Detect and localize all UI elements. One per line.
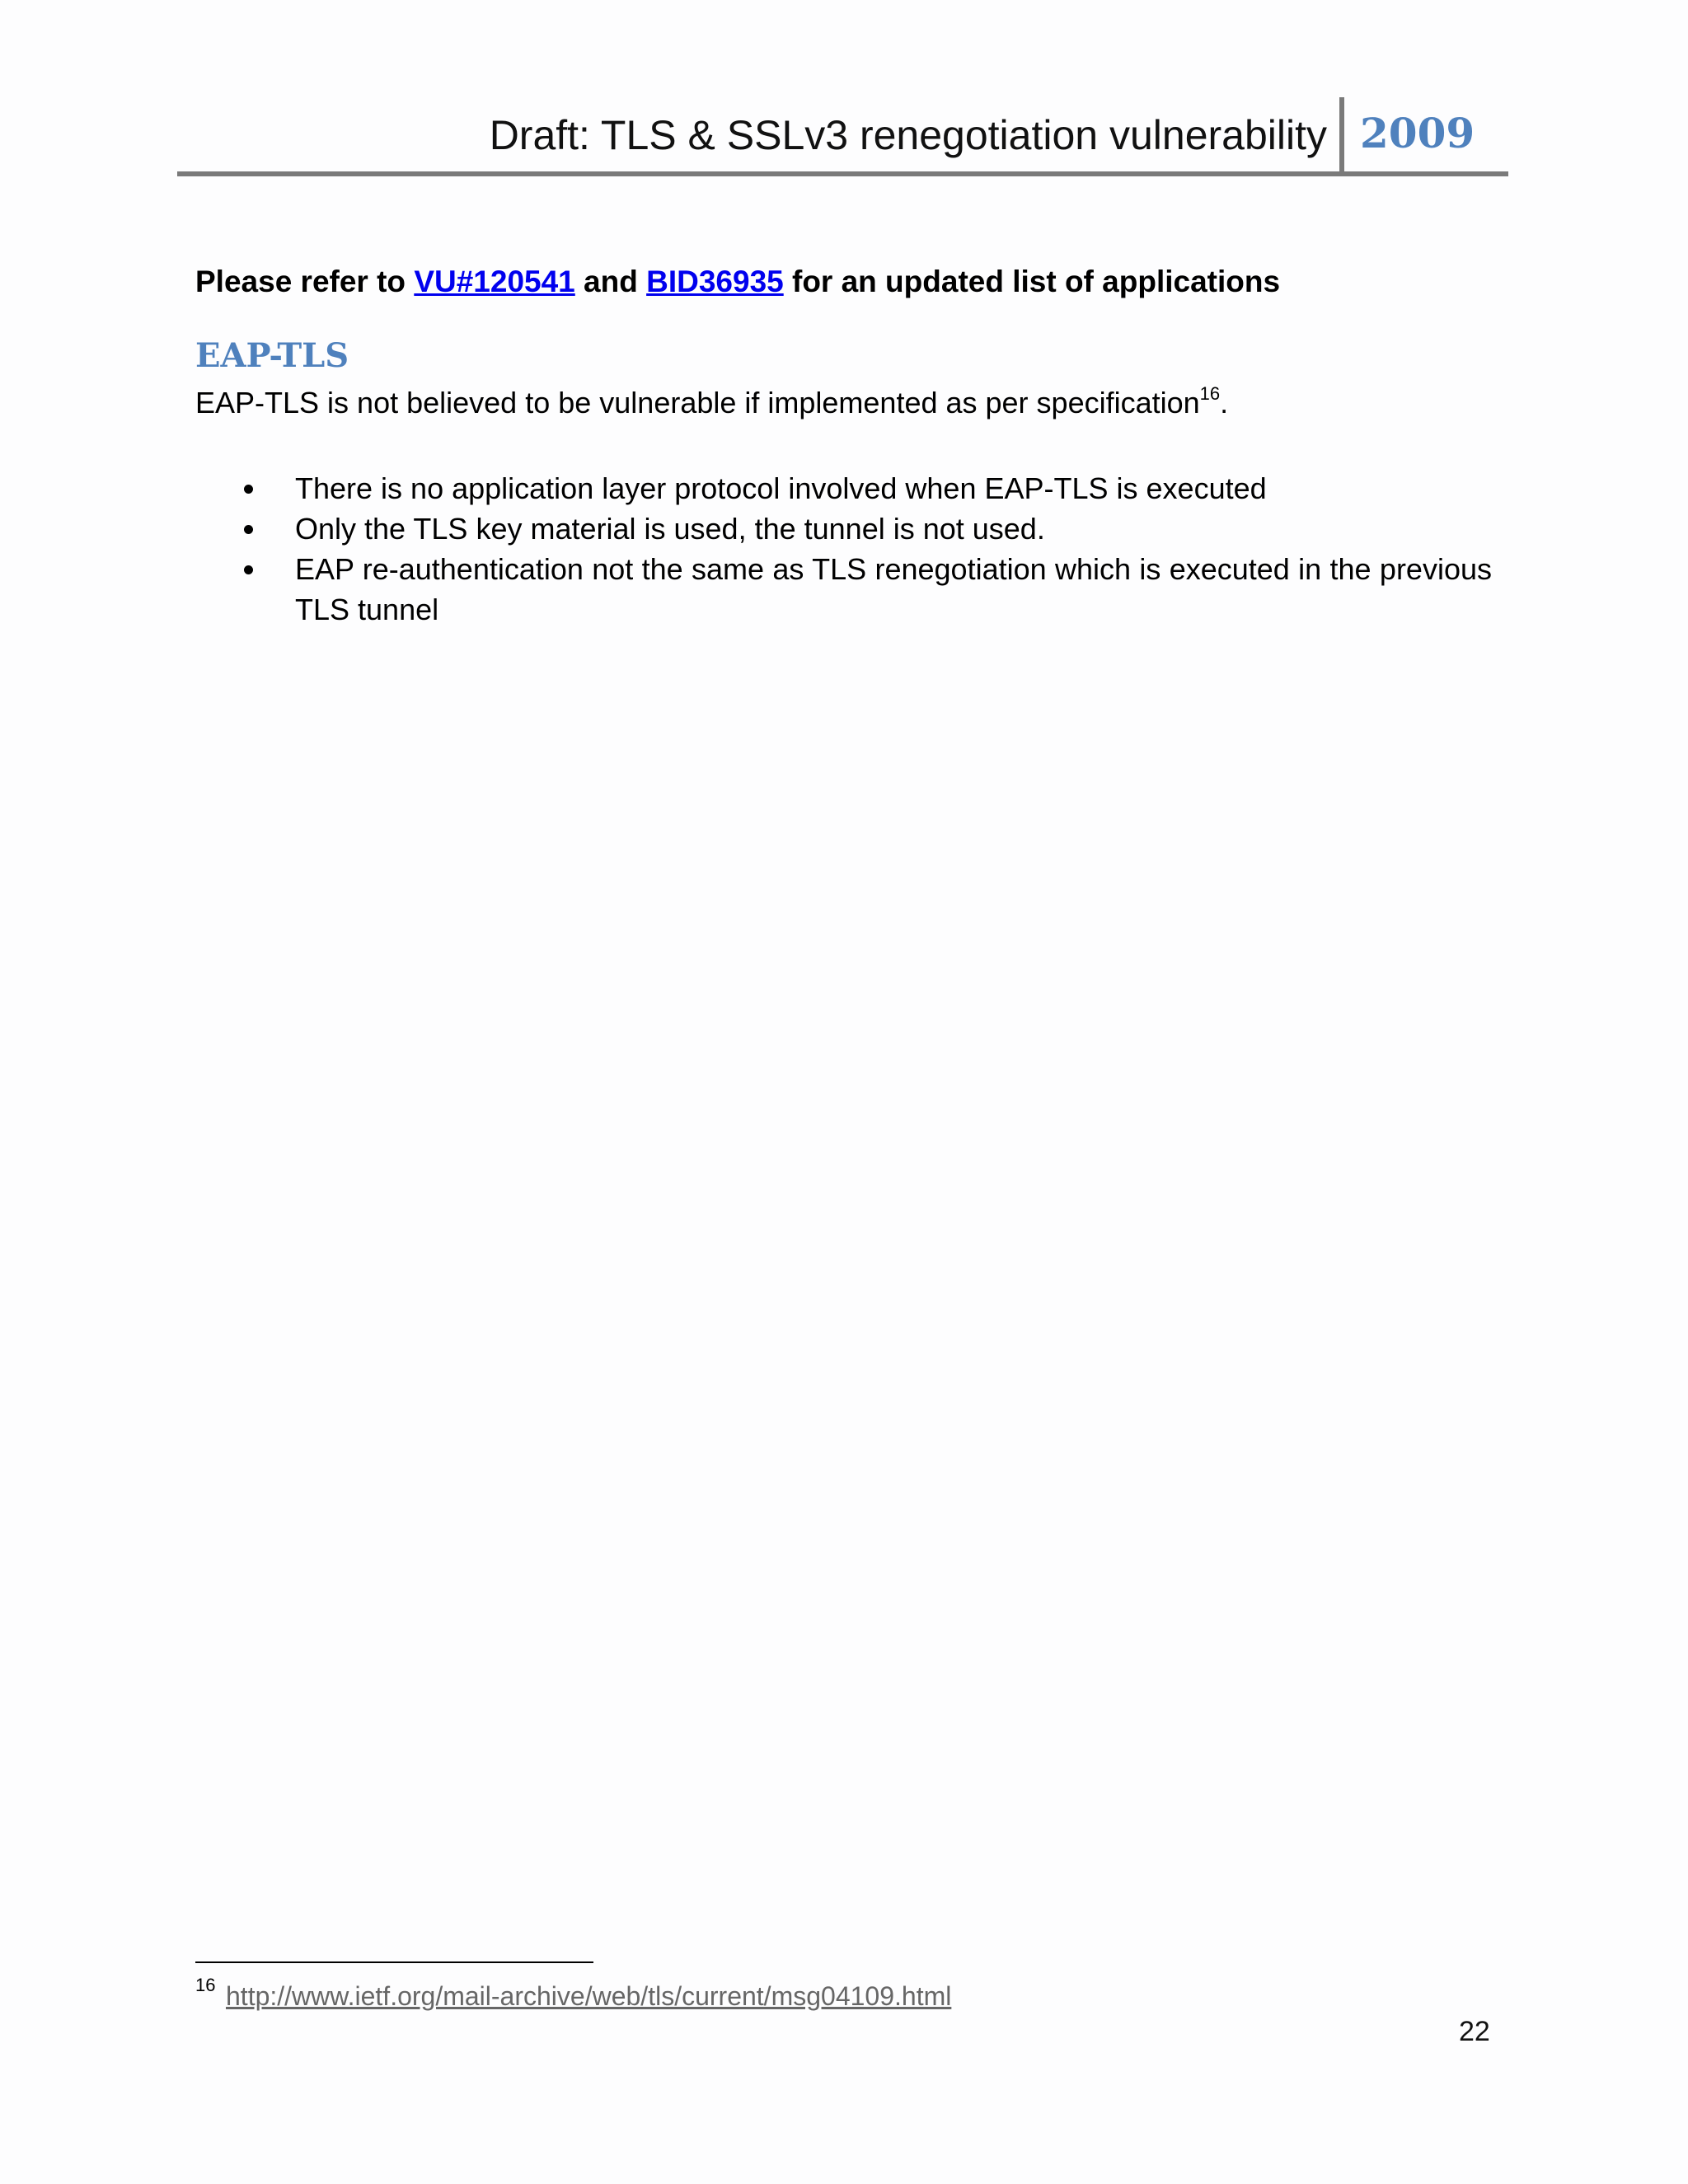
list-item-text: Only the TLS key material is used, the tunnel is not used.	[295, 512, 1045, 546]
bullet-list	[239, 468, 1492, 630]
list-item-text: EAP re-authentication not the same as TLS renegotiation which is executed in the previous TLS tunnel	[295, 552, 1492, 626]
bullet-dot-icon	[244, 525, 253, 534]
list-item-text: There is no application layer protocol involved when EAP-TLS is executed	[295, 471, 1267, 505]
list-item	[239, 549, 1492, 630]
refer-line	[195, 262, 1280, 302]
paragraph-text: EAP-TLS is not believed to be vulnerable if implemented as per specification	[195, 386, 1200, 419]
vu-link[interactable]: VU#120541	[414, 265, 575, 298]
header-rule	[177, 171, 1508, 176]
refer-middle: and	[574, 265, 647, 298]
refer-suffix: for an updated list of applications	[783, 265, 1281, 298]
section-heading: EAP-TLS	[195, 336, 349, 375]
section-paragraph	[195, 383, 1228, 423]
list-item	[239, 509, 1492, 549]
refer-prefix: Please refer to	[195, 265, 415, 298]
footnote-link[interactable]: http://www.ietf.org/mail-archive/web/tls/current/msg04109.html	[226, 1981, 952, 2011]
header-separator	[1339, 97, 1344, 175]
page-number: 22	[1459, 2016, 1490, 2047]
bullet-dot-icon	[244, 485, 253, 494]
bullet-dot-icon	[244, 565, 253, 574]
list-item	[239, 468, 1492, 509]
bid-link[interactable]: BID36935	[646, 265, 784, 298]
header-title: Draft: TLS & SSLv3 renegotiation vulnerability	[489, 112, 1327, 158]
footnote-marker: 16	[195, 1975, 216, 1995]
paragraph-end: .	[1220, 386, 1229, 419]
footnote-separator	[195, 1961, 593, 1963]
page-header	[177, 97, 1508, 175]
header-year: 2009	[1360, 109, 1475, 157]
footnote-ref[interactable]: 16	[1199, 383, 1221, 404]
